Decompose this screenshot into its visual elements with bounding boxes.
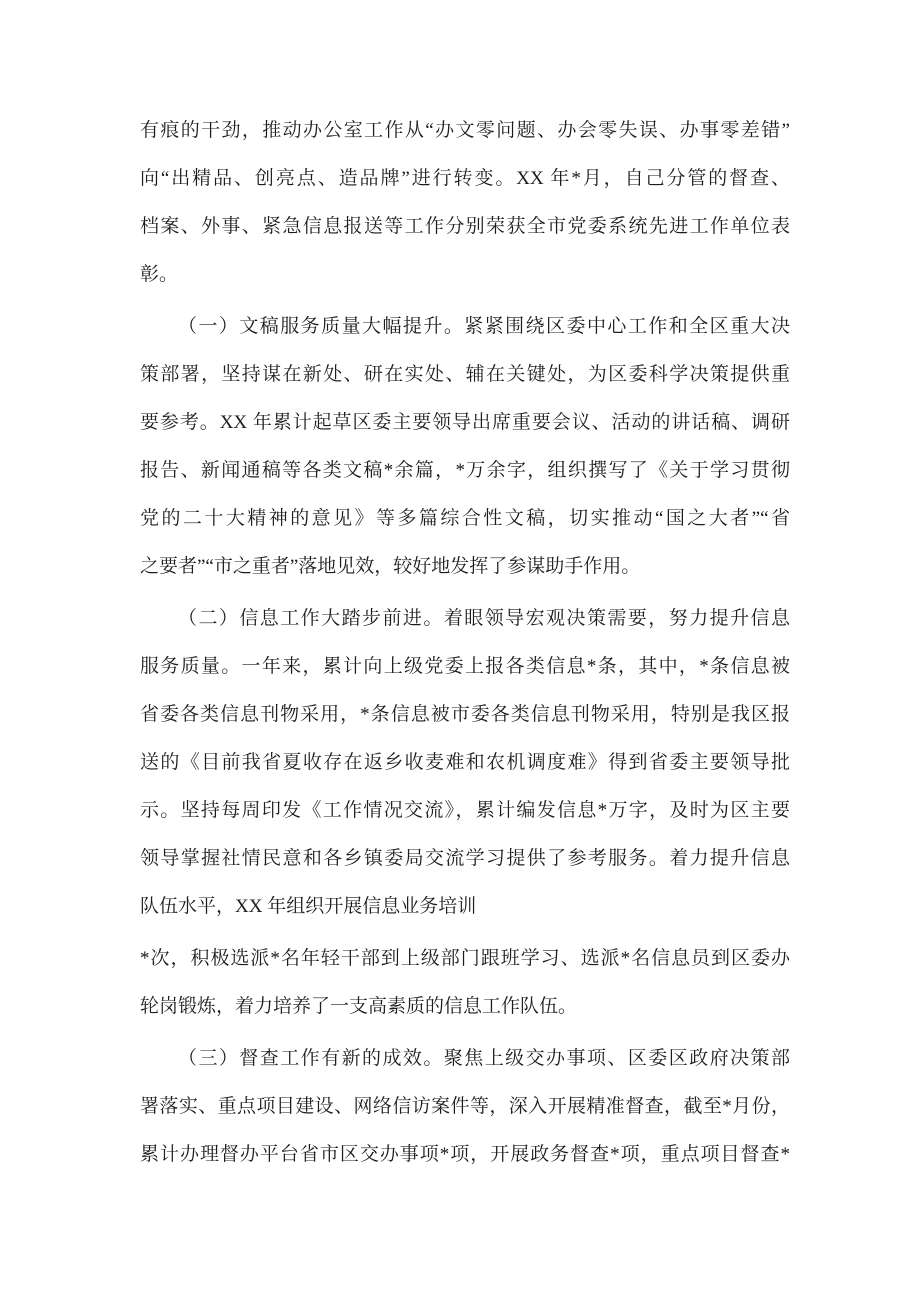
text-line: 示。坚持每周印发《工作情况交流》，累计编发信息*万字，及时为区主要 [140,800,790,821]
text-line: 档案、外事、紧急信息报送等工作分别荣获全市党委系统先进工作单位表 [140,216,790,237]
text-line: 累计办理督办平台省市区交办事项*项，开展政务督查*项，重点项目督查* [140,1144,790,1165]
text-line: 省委各类信息刊物采用，*条信息被市委各类信息刊物采用，特别是我区报 [140,704,790,725]
text-line: 轮岗锻炼，着力培养了一支高素质的信息工作队伍。 [140,996,578,1017]
text-line: 服务质量。一年来，累计向上级党委上报各类信息*条，其中，*条信息被 [140,656,790,677]
paragraph-section-2-continued [140,935,790,1031]
text-line: 报告、新闻通稿等各类文稿*余篇，*万余字，组织撰写了《关于学习贯彻 [140,460,790,481]
text-line: （三）督查工作有新的成效。聚焦上级交办事项、区委区政府决策部 [178,1048,790,1069]
paragraph-section-2 [140,595,790,931]
text-line: 领导掌握社情民意和各乡镇委局交流学习提供了参考服务。着力提升信息 [140,848,790,869]
text-line: *次，积极选派*名年轻干部到上级部门跟班学习、选派*名信息员到区委办 [140,948,790,969]
text-line: （一）文稿服务质量大幅提升。紧紧围绕区委中心工作和全区重大决 [178,316,790,337]
paragraph-section-1 [140,303,790,591]
text-line: 向“出精品、创亮点、造品牌”进行转变。XX 年*月，自己分管的督查、 [140,168,790,189]
paragraph-continuation [140,107,790,299]
text-line: （二）信息工作大踏步前进。着眼领导宏观决策需要，努力提升信息 [178,608,790,629]
text-line: 党的二十大精神的意见》等多篇综合性文稿，切实推动“国之大者”“省 [140,508,790,529]
text-line: 署落实、重点项目建设、网络信访案件等，深入开展精准督查，截至*月份， [140,1096,790,1117]
paragraph-section-3 [140,1035,790,1179]
text-line: 要参考。XX 年累计起草区委主要领导出席重要会议、活动的讲话稿、调研 [140,412,790,433]
text-line: 有痕的干劲，推动办公室工作从“办文零问题、办会零失误、办事零差错” [140,120,790,141]
text-line: 之要者”“市之重者”落地见效，较好地发挥了参谋助手作用。 [140,556,641,577]
text-line: 彰。 [140,264,179,285]
text-line: 队伍水平，XX 年组织开展信息业务培训 [140,896,477,917]
text-line: 策部署，坚持谋在新处、研在实处、辅在关键处，为区委科学决策提供重 [140,364,790,385]
text-line: 送的《目前我省夏收存在返乡收麦难和农机调度难》得到省委主要领导批 [140,752,790,773]
